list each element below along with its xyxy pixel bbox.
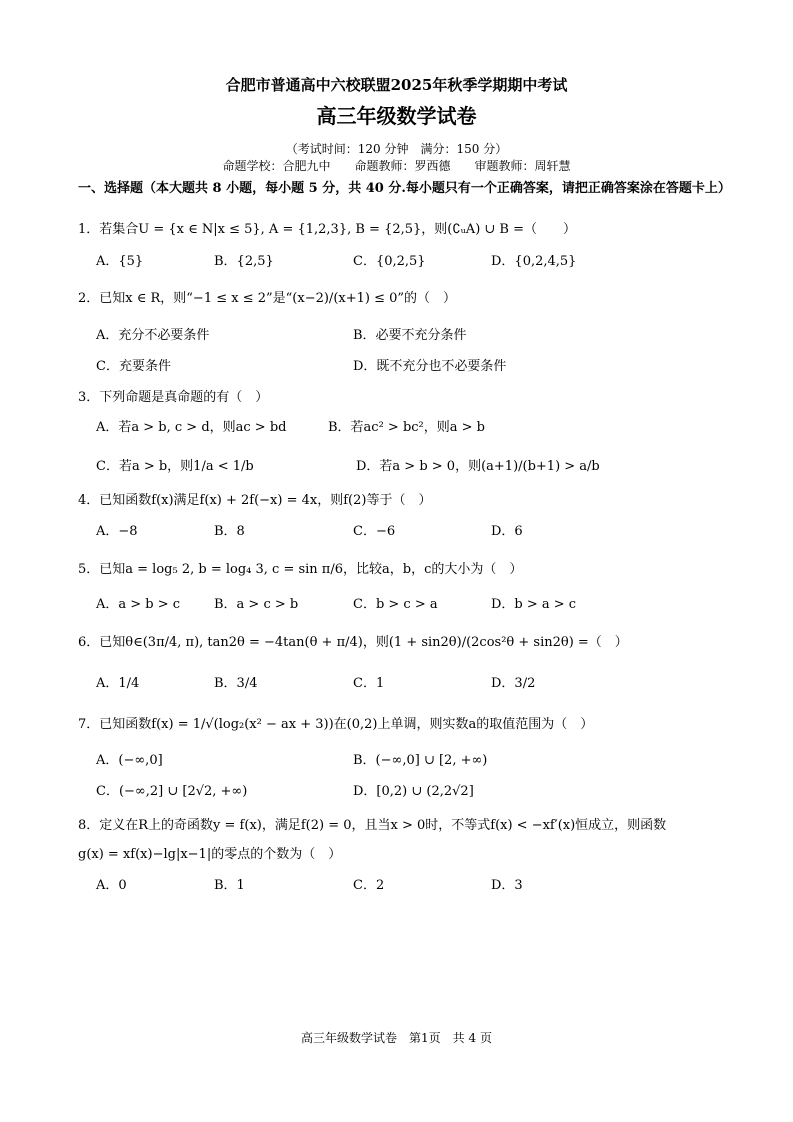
question-3-option-d: D．若a > b > 0，则(a+1)/(b+1) > a/b: [356, 459, 600, 474]
question-7-option-d: D．[0,2) ∪ (2,2√2]: [353, 784, 474, 799]
question-3-stem: 3．下列命题是真命题的有（ ）: [78, 390, 269, 405]
question-2-stem: 2．已知x ∈ R，则“−1 ≤ x ≤ 2”是“(x−2)/(x+1) ≤ 0”的（ ）: [78, 291, 457, 306]
question-8-option-b: B．1: [214, 878, 245, 893]
exam-title: 合肥市普通高中六校联盟2025年秋季学期期中考试: [225, 76, 568, 94]
question-5-option-a: A．a > b > c: [96, 597, 181, 612]
question-1-option-c: C．{0,2,5}: [353, 254, 426, 269]
question-5-option-b: B．a > c > b: [214, 597, 299, 612]
question-8-option-a: A．0: [96, 878, 127, 893]
question-8-stem-continued: g(x) = xf(x)−lg|x−1|的零点的个数为（ ）: [78, 847, 342, 862]
page-footer: 高三年级数学试卷 第1页 共 4 页: [301, 1031, 492, 1045]
question-6-option-b: B．3/4: [214, 676, 258, 691]
question-5-stem: 5．已知a = log₅ 2, b = log₄ 3, c = sin π/6，比较a，b，c的大小为（ ）: [78, 562, 523, 577]
question-6-stem: 6．已知θ∈(3π/4, π), tan2θ = −4tan(θ + π/4)，则(1 + sin2θ)/(2cos²θ + sin2θ) =（ ）: [78, 635, 628, 650]
question-2-option-d: D．既不充分也不必要条件: [353, 359, 507, 374]
question-3-option-b: B．若ac² > bc²，则a > b: [328, 420, 485, 435]
question-7-option-c: C．(−∞,2] ∪ [2√2, +∞): [96, 784, 248, 799]
question-1-stem: 1．若集合U = {x ∈ N|x ≤ 5}, A = {1,2,3}, B = {2,5}，则(∁ᵤA) ∪ B =（ ）: [78, 222, 577, 237]
question-3-option-a: A．若a > b, c > d，则ac > bd: [96, 420, 287, 435]
exam-staff-info: 命题学校：合肥九中 命题教师：罗西德 审题教师：周轩慧: [222, 159, 571, 173]
question-7-option-a: A．(−∞,0]: [96, 753, 163, 768]
question-6-option-c: C．1: [353, 676, 385, 691]
question-4-option-c: C．−6: [353, 524, 396, 539]
question-1-option-a: A．{5}: [96, 254, 144, 269]
question-2-option-b: B．必要不充分条件: [353, 328, 467, 343]
exam-time-info: （考试时间：120 分钟 满分：150 分）: [285, 142, 508, 156]
question-2-option-c: C．充要条件: [96, 359, 171, 374]
question-4-option-d: D．6: [491, 524, 523, 539]
question-4-option-b: B．8: [214, 524, 245, 539]
question-5-option-c: C．b > c > a: [353, 597, 438, 612]
exam-subtitle: 高三年级数学试卷: [316, 104, 477, 128]
question-1-option-b: B．{2,5}: [214, 254, 274, 269]
section-title: 一、选择题（本大题共 8 小题，每小题 5 分，共 40 分.每小题只有一个正确答案，请把正确答案涂在答题卡上）: [78, 181, 731, 196]
question-1-option-d: D．{0,2,4,5}: [491, 254, 577, 269]
question-4-stem: 4．已知函数f(x)满足f(x) + 2f(−x) = 4x，则f(2)等于（ ）: [78, 493, 432, 508]
question-3-option-c: C．若a > b，则1/a < 1/b: [96, 459, 254, 474]
question-6-option-a: A．1/4: [96, 676, 140, 691]
question-8-stem: 8．定义在R上的奇函数y = f(x)，满足f(2) = 0，且当x > 0时，不等式f(x) < −xf′(x)恒成立，则函数: [78, 818, 667, 833]
question-8-option-d: D．3: [491, 878, 523, 893]
question-7-stem: 7．已知函数f(x) = 1/√(log₂(x² − ax + 3))在(0,2)上单调，则实数a的取值范围为（ ）: [78, 717, 594, 732]
question-6-option-d: D．3/2: [491, 676, 536, 691]
question-5-option-d: D．b > a > c: [491, 597, 577, 612]
question-2-option-a: A．充分不必要条件: [96, 328, 210, 343]
question-8-option-c: C．2: [353, 878, 385, 893]
question-7-option-b: B．(−∞,0] ∪ [2, +∞): [353, 753, 488, 768]
question-4-option-a: A．−8: [96, 524, 138, 539]
